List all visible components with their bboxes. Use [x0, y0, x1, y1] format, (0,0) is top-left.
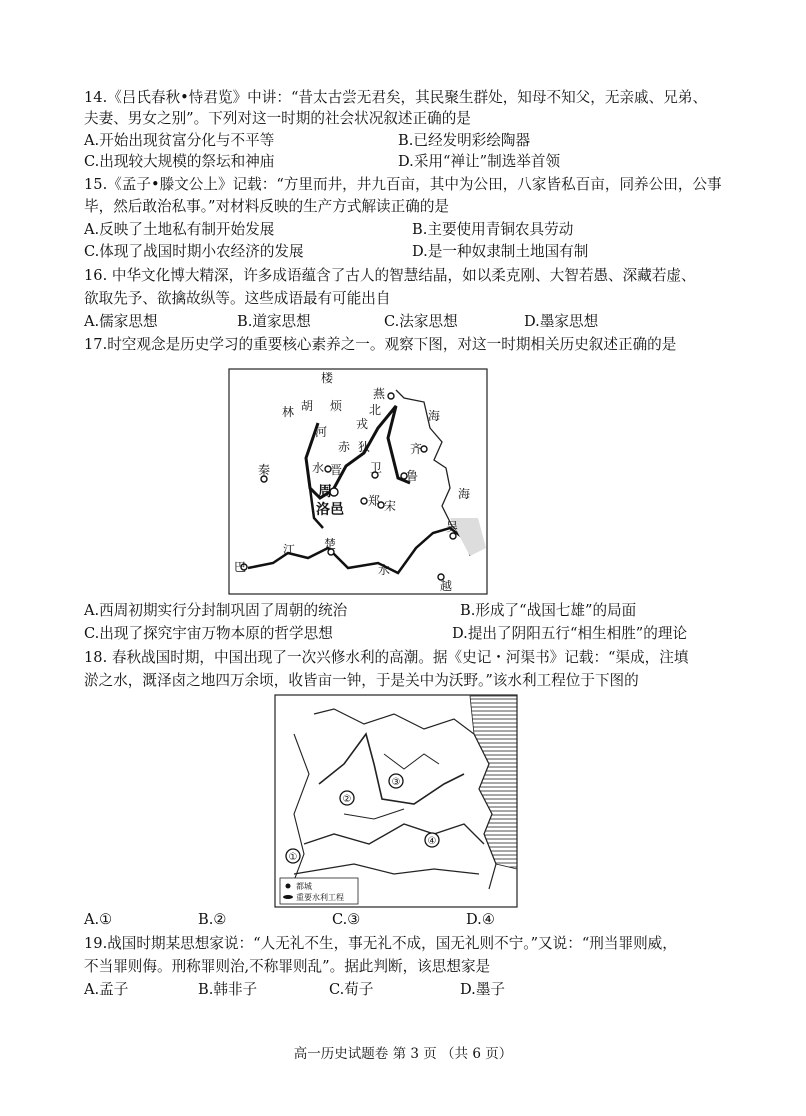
q15-stem-line1: 15.《孟子•滕文公上》记载：“方里而井，井九百亩，其中为公田，八家皆私百亩，同养公田，公事: [84, 176, 722, 193]
page-footer: 高一历史试题卷 第 3 页 （共 6 页）: [293, 1046, 513, 1062]
map-label-zheng: 郑: [368, 494, 381, 508]
map-label-jiang: 江: [283, 543, 296, 557]
map-label-qi: 齐: [410, 442, 423, 456]
map-marker-4: ④: [427, 836, 437, 847]
q15-option-c: C.体现了战国时期小农经济的发展: [84, 243, 304, 260]
map-label-chi: 赤: [338, 440, 351, 454]
map-label-he: 河: [315, 425, 328, 439]
q14-stem-line2: 夫妻、男女之别”。下列对这一时期的社会状况叙述正确的是: [84, 110, 471, 127]
q16-stem-line2: 欲取先予、欲擒故纵等。这些成语最有可能出自: [84, 290, 391, 307]
q16-option-c: C.法家思想: [384, 313, 458, 330]
map-label-rong: 戎: [356, 417, 369, 431]
map-label-hu: 胡: [301, 399, 314, 413]
q16-stem-line1: 16. 中华文化博大精深，许多成语蕴含了古人的智慧结晶，如以柔克刚、大智若愚、深藏若虚、: [84, 267, 696, 284]
q15-stem-line2: 毕，然后敢治私事。”对材料反映的生产方式解读正确的是: [84, 198, 450, 215]
map-label-qin: 秦: [258, 463, 271, 477]
q19-stem-line2: 不当罪则侮。刑称罪则治,不称罪则乱”。据此判断，该思想家是: [84, 958, 491, 975]
map-label-chu: 楚: [324, 537, 337, 551]
q18-option-b: B.②: [198, 911, 227, 928]
map-label-hai1: 海: [428, 409, 441, 423]
q16-option-b: B.道家思想: [237, 313, 311, 330]
map-label-hai2: 海: [458, 487, 471, 501]
map-label-wei: 卫: [370, 461, 383, 475]
map-label-zhou: 周: [318, 484, 332, 500]
q17-option-b: B.形成了“战国七雄”的局面: [460, 602, 637, 619]
map-label-song: 宋: [384, 499, 397, 513]
map-label-shui: 水: [312, 461, 325, 475]
q17-map: [228, 368, 488, 595]
q17-option-d: D.提出了阴阳五行“相生相胜”的理论: [452, 625, 688, 642]
q18-map: [274, 694, 518, 908]
map-label-lu: 鲁: [406, 469, 419, 483]
map-label-luoyi: 洛邑: [316, 502, 344, 518]
map-label-ba: 巴: [234, 560, 247, 574]
q14-option-b: B.已经发明彩绘陶器: [398, 132, 531, 149]
map-label-di: 狄: [358, 440, 371, 454]
q18-option-d: D.④: [466, 911, 495, 928]
q19-option-c: C.荀子: [329, 981, 374, 998]
map-label-yan: 燕: [373, 387, 386, 401]
map-label-fan: 烦: [330, 399, 343, 413]
q16-option-a: A.儒家思想: [84, 313, 158, 330]
q17-option-c: C.出现了探究宇宙万物本原的哲学思想: [84, 625, 333, 642]
q17-option-a: A.西周初期实行分封制巩固了周朝的统治: [84, 602, 348, 619]
q18-option-c: C.③: [332, 911, 361, 928]
legend-city-label: 都城: [296, 882, 312, 891]
q19-option-d: D.墨子: [460, 981, 506, 998]
map-marker-2: ②: [342, 794, 352, 805]
q14-option-d: D.采用“禅让”制选举首领: [398, 153, 561, 170]
map-label-lou: 楼: [321, 371, 334, 385]
legend-project-label: 重要水利工程: [296, 893, 344, 902]
q18-stem-line1: 18. 春秋战国时期，中国出现了一次兴修水利的高潮。据《史记・河渠书》记载：“渠成，注填: [84, 649, 689, 666]
map-label-wu: 吴: [446, 520, 459, 534]
q16-option-d: D.墨家思想: [524, 313, 599, 330]
map-marker-1: ①: [288, 852, 298, 863]
q14-option-a: A.开始出现贫富分化与不平等: [84, 132, 275, 149]
q19-option-a: A.孟子: [84, 981, 129, 998]
q18-option-a: A.①: [84, 911, 113, 928]
map-label-shui2: 水: [378, 563, 391, 577]
q15-option-d: D.是一种奴隶制土地国有制: [412, 243, 589, 260]
q18-stem-line2: 淤之水，溉泽卤之地四万余顷，收皆亩一钟，于是关中为沃野。”该水利工程位于下图的: [84, 672, 639, 689]
map-marker-3: ③: [391, 777, 401, 788]
q19-option-b: B.韩非子: [198, 981, 258, 998]
map-label-jin: 晋: [330, 463, 343, 477]
q14-stem-line1: 14.《吕氏春秋•恃君览》中讲：“昔太古尝无君矣，其民聚生群处，知母不知父，无亲戚、兄弟、: [84, 89, 708, 106]
map-label-bei: 北: [369, 403, 382, 417]
map-label-lin: 林: [282, 405, 295, 419]
q15-option-a: A.反映了土地私有制开始发展: [84, 221, 275, 238]
map-label-yue: 越: [440, 579, 453, 593]
q19-stem-line1: 19.战国时期某思想家说：“人无礼不生，事无礼不成，国无礼则不宁。”又说：“刑当罪则威，: [84, 935, 677, 952]
q17-stem-line1: 17.时空观念是历史学习的重要核心素养之一。观察下图，对这一时期相关历史叙述正确的是: [84, 336, 677, 353]
q15-option-b: B.主要使用青铜农具劳动: [412, 221, 574, 238]
q14-option-c: C.出现较大规模的祭坛和神庙: [84, 153, 275, 170]
